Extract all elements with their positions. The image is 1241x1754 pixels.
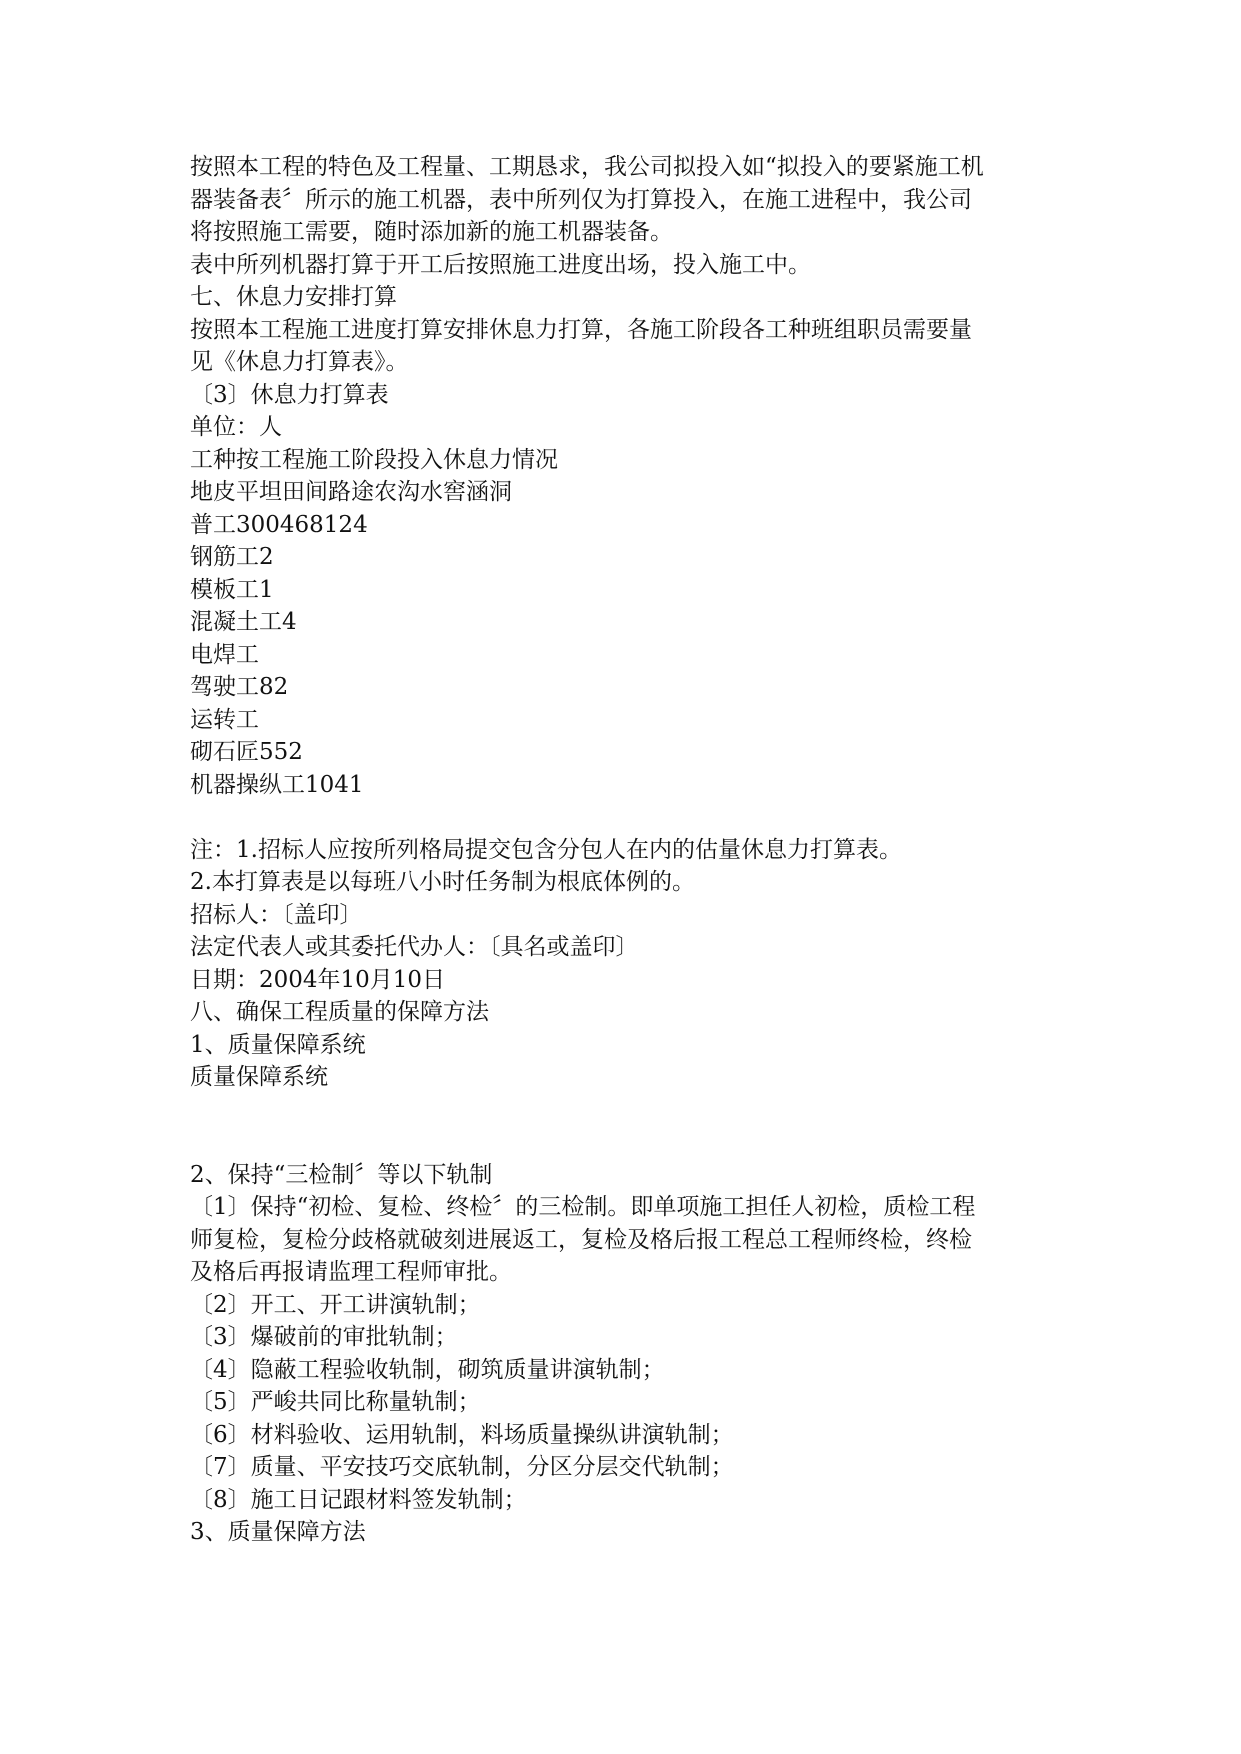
section-heading: 八、确保工程质量的保障方法 [190,999,489,1025]
table-row-line: 普工300468124 [190,511,368,538]
paragraph-line: 见《休息力打算表》。 [190,349,409,375]
list-item: 〔3〕爆破前的审批轨制； [190,1324,458,1350]
list-item: 〔5〕严峻共同比称量轨制； [190,1389,481,1415]
table-row-line: 电焊工 [190,641,259,668]
list-item: 〔6〕材料验收、运用轨制，料场质量操纵讲演轨制； [190,1421,734,1448]
paragraph-line: 按照本工程施工进度打算安排休息力打算，各施工阶段各工种班组职员需要量 [190,316,972,343]
list-item: 〔8〕施工日记跟材料签发轨制； [190,1486,527,1513]
paragraph-line: 〔1〕保持“初检、复检、终检〞的三检制。即单项施工担任人初检，质检工程 [190,1194,976,1220]
signature-line: 法定代表人或其委托代办人：〔具名或盖印〕 [190,934,639,960]
list-item: 〔4〕隐蔽工程验收轨制，砌筑质量讲演轨制； [190,1356,665,1383]
paragraph-line: 器装备表〞所示的施工机器，表中所列仅为打算投入，在施工进程中，我公司 [190,186,972,213]
list-item: 〔2〕开工、开工讲演轨制； [190,1291,481,1318]
table-row-line: 砌石匠552 [190,739,303,765]
subsection-heading: 2、保持“三检制〞等以下轨制 [190,1161,493,1188]
list-item: 〔7〕质量、平安技巧交底轨制，分区分层交代轨制； [190,1454,734,1480]
paragraph-line: 按照本工程的特色及工程量、工期恳求，我公司拟投入如“拟投入的要紧施工机 [190,154,984,180]
paragraph-line: 表中所列机器打算于开工后按照施工进度出场，投入施工中。 [190,251,811,278]
paragraph-line: 及格后再报请监理工程师审批。 [190,1259,512,1285]
table-row-line: 机器操纵工1041 [190,771,364,798]
blank-space [190,1094,1060,1159]
table-row-line: 运转工 [190,706,259,733]
table-row-line: 模板工1 [190,576,274,603]
blank-line [190,801,1060,834]
paragraph-line: 将按照施工需要，随时添加新的施工机器装备。 [190,219,673,245]
table-row-line: 钢筋工2 [190,544,274,570]
section-heading: 七、休息力安排打算 [190,284,397,310]
subsection-heading: 1、质量保障系统 [190,1031,366,1058]
note-line: 2.本打算表是以每班八小时任务制为根底体例的。 [190,869,695,895]
table-unit: 单位：人 [190,414,282,440]
subsection-heading: 3、质量保障方法 [190,1519,366,1545]
document-body [190,151,1060,1549]
table-header-line: 地皮平坦田间路途农沟水窖涵洞 [190,479,512,505]
table-caption: 〔3〕休息力打算表 [190,381,389,408]
signature-line: 招标人：〔盖印〕 [190,901,363,928]
table-row-line: 驾驶工82 [190,674,289,700]
table-row-line: 混凝土工4 [190,609,297,635]
paragraph-line: 师复检，复检分歧格就破刻进展返工，复检及格后报工程总工程师终检，终检 [190,1226,972,1253]
table-header-line: 工种按工程施工阶段投入休息力情况 [190,446,558,473]
date-line: 日期：2004年10月10日 [190,966,446,993]
paragraph-line: 质量保障系统 [190,1064,328,1090]
note-line: 注：1.招标人应按所列格局提交包含分包人在内的估量休息力打算表。 [190,836,902,863]
